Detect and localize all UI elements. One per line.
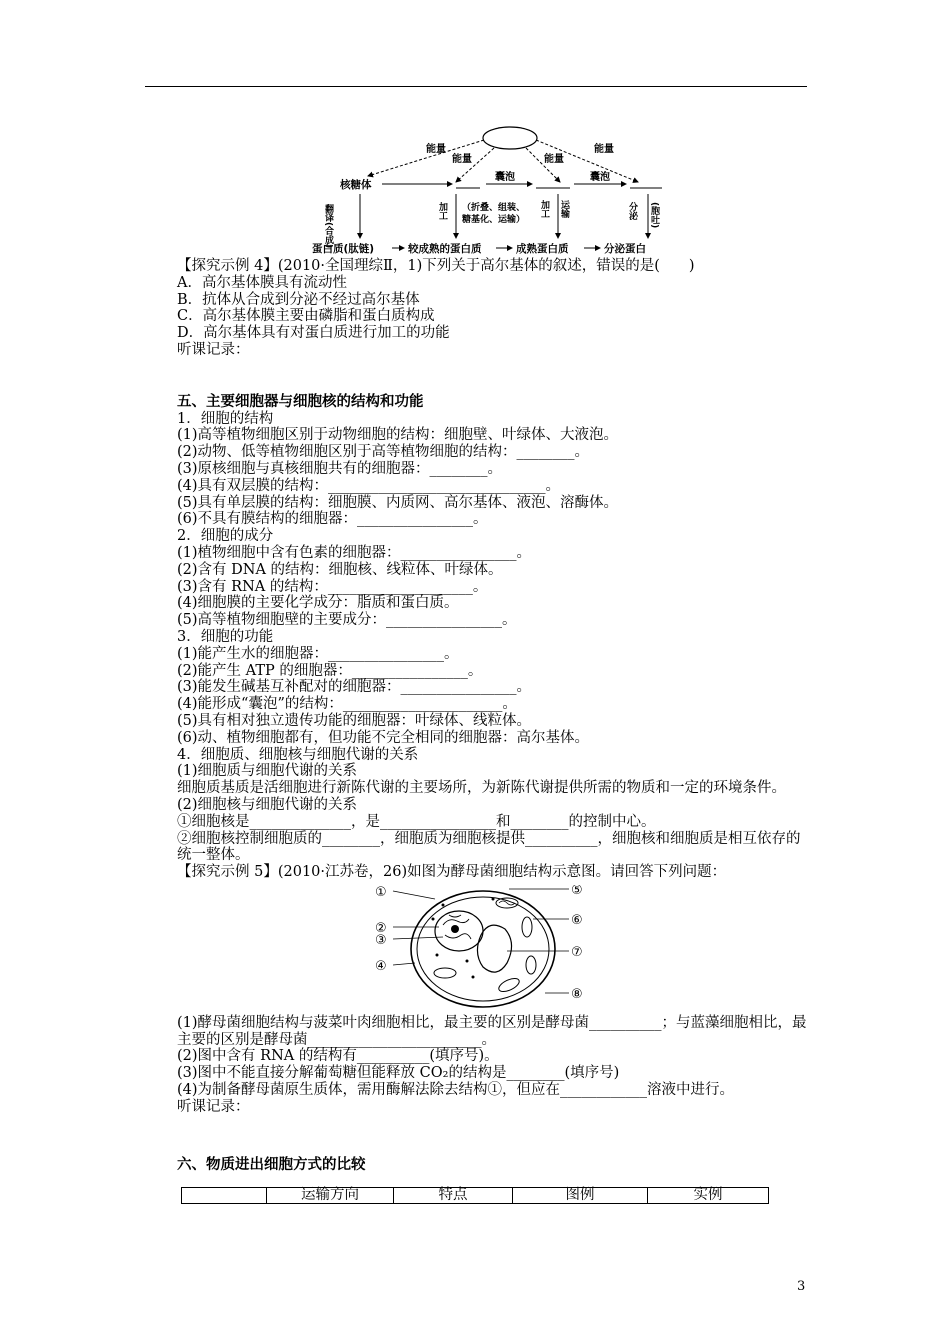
s5-line: 4．细胞质、细胞核与细胞代谢的关系 xyxy=(177,746,419,763)
protein-secretion-diagram xyxy=(308,120,688,260)
s5-line: (1)植物细胞中含有色素的细胞器：________________。 xyxy=(177,544,532,561)
vesicle-label-2: 囊泡 xyxy=(590,172,610,183)
example5-question: 【探究示例 5】(2010·江苏卷，26)如图为酵母菌细胞结构示意图。请回答下列问题： xyxy=(177,864,727,881)
s5-line: 3．细胞的功能 xyxy=(177,628,274,645)
notes-label-1: 听课记录： xyxy=(177,341,250,358)
bottom-label-1: 蛋白质(肽链) xyxy=(312,243,375,255)
step2-label-a: 加工 xyxy=(437,202,447,220)
s5-line: (6)不具有膜结构的细胞器：________________。 xyxy=(177,511,488,528)
step3-label-b: 运输 xyxy=(559,200,569,218)
energy-label-3: 能量 xyxy=(544,154,564,165)
question-4: (4)为制备酵母菌原生质体，需用酶解法除去结构①，但应在____________溶液中进行。 xyxy=(177,1082,735,1099)
s5-line: ①细胞核是______________，是________________和________的控制中心。 xyxy=(177,813,656,830)
question-1: (1)酵母菌细胞结构与菠菜叶肉细胞相比，最主要的区别是酵母菌__________；与蓝藻细胞相比，最主要的区别是酵母菌________________________。 xyxy=(177,1014,807,1048)
option-b: B．抗体从合成到分泌不经过高尔基体 xyxy=(177,291,420,308)
s5-line: 细胞质基质是活细胞进行新陈代谢的主要场所，为新陈代谢提供所需的物质和一定的环境条件。 xyxy=(177,780,786,797)
s5-line: (6)动、植物细胞都有，但功能不完全相同的细胞器：高尔基体。 xyxy=(177,729,590,746)
header-rule xyxy=(145,86,807,87)
s5-line: (1)能产生水的细胞器：________________。 xyxy=(177,645,459,662)
cell-label-4: ④ xyxy=(375,958,387,974)
table-header-cell: 特点 xyxy=(394,1188,513,1204)
s5-line: (3)原核细胞与真核细胞共有的细胞器：________。 xyxy=(177,460,503,477)
table-header-cell: 实例 xyxy=(648,1188,769,1204)
cell-label-6: ⑥ xyxy=(571,912,583,928)
cell-label-5: ⑤ xyxy=(571,884,583,898)
energy-label-2: 能量 xyxy=(452,154,472,165)
s5-line: (2)含有 DNA 的结构：细胞核、线粒体、叶绿体。 xyxy=(177,561,503,578)
s5-line: (4)具有双层膜的结构：______________________________。 xyxy=(177,477,561,494)
section5-heading: 五、主要细胞器与细胞核的结构和功能 xyxy=(177,393,424,410)
page-number: 3 xyxy=(797,1279,806,1294)
document-body xyxy=(177,258,812,1173)
table-header-cell: 运输方向 xyxy=(267,1188,394,1204)
s5-line: 1．细胞的结构 xyxy=(177,410,274,427)
notes-label-2: 听课记录： xyxy=(177,1098,250,1115)
yeast-cell-svg xyxy=(373,885,593,1013)
step2-label-b: （折叠、组装、 xyxy=(462,203,526,213)
cell-label-8: ⑧ xyxy=(571,986,583,1002)
s5-line: (1)高等植物细胞区别于动物细胞的结构：细胞壁、叶绿体、大液泡。 xyxy=(177,427,619,444)
step3-label-a: 加工 xyxy=(539,200,549,218)
example4-question: 【探究示例 4】(2010·全国理综Ⅱ，1)下列关于高尔基体的叙述，错误的是( ) xyxy=(177,258,695,274)
s5-line: (2)细胞核与细胞代谢的关系 xyxy=(177,796,358,813)
s5-line: (2)动物、低等植物细胞区别于高等植物细胞的结构：________。 xyxy=(177,444,590,461)
s5-line: (1)细胞质与细胞代谢的关系 xyxy=(177,763,358,780)
s5-line: (2)能产生 ATP 的细胞器：________________。 xyxy=(177,662,483,679)
s5-line: ②细胞核控制细胞质的________，细胞质为细胞核提供__________，细胞核和细胞质是相互依存的统一整体。 xyxy=(177,830,801,864)
table-header-row xyxy=(182,1188,769,1204)
energy-label-1: 能量 xyxy=(426,144,446,155)
s5-line: (5)高等植物细胞壁的主要成分：________________。 xyxy=(177,612,517,629)
ribosome-label: 核糖体 xyxy=(340,179,372,191)
cell-label-3: ③ xyxy=(375,932,387,948)
question-3: (3)图中不能直接分解葡萄糖但能释放 CO₂的结构是________(填序号) xyxy=(177,1065,620,1082)
option-a: A．高尔基体膜具有流动性 xyxy=(177,274,347,291)
table-header-cell xyxy=(182,1188,267,1204)
question-2: (2)图中含有 RNA 的结构有__________(填序号)。 xyxy=(177,1048,499,1065)
bottom-label-2: 较成熟的蛋白质 xyxy=(408,243,482,255)
s5-line: (4)细胞膜的主要化学成分：脂质和蛋白质。 xyxy=(177,595,459,612)
s5-line: (3)能发生碱基互补配对的细胞器：________________。 xyxy=(177,679,532,696)
cell-label-2: ② xyxy=(375,920,387,936)
step1-label: 翻译(合成) xyxy=(323,204,333,249)
s5-line: (3)含有 RNA 的结构：____________________。 xyxy=(177,578,488,595)
step4-label-b: (胞吐) xyxy=(649,202,659,229)
s5-line: (5)具有单层膜的结构：细胞膜、内质网、高尔基体、液泡、溶酶体。 xyxy=(177,494,619,511)
mitochondrion-ellipse xyxy=(483,127,537,149)
option-d: D．高尔基体具有对蛋白质进行加工的功能 xyxy=(177,325,450,342)
yeast-cell-figure xyxy=(177,881,812,1015)
step4-label-a: 分泌 xyxy=(627,202,637,220)
option-c: C．高尔基体膜主要由磷脂和蛋白质构成 xyxy=(177,308,435,325)
energy-label-4: 能量 xyxy=(594,144,614,155)
table-header-cell: 图例 xyxy=(513,1188,648,1204)
cell-label-1: ① xyxy=(375,884,387,900)
step2-label-c: 糖基化、运输） xyxy=(462,215,526,225)
s5-line: (4)能形成“囊泡”的结构：______________________。 xyxy=(177,696,517,713)
section6-heading: 六、物质进出细胞方式的比较 xyxy=(177,1156,366,1173)
s5-line: (5)具有相对独立遗传功能的细胞器：叶绿体、线粒体。 xyxy=(177,712,532,729)
transport-comparison-table xyxy=(181,1187,769,1204)
bottom-label-3: 成熟蛋白质 xyxy=(516,243,569,255)
bottom-label-4: 分泌蛋白 xyxy=(604,243,646,255)
cell-label-7: ⑦ xyxy=(571,944,583,960)
s5-line: 2．细胞的成分 xyxy=(177,528,274,545)
vesicle-label-1: 囊泡 xyxy=(495,172,515,183)
